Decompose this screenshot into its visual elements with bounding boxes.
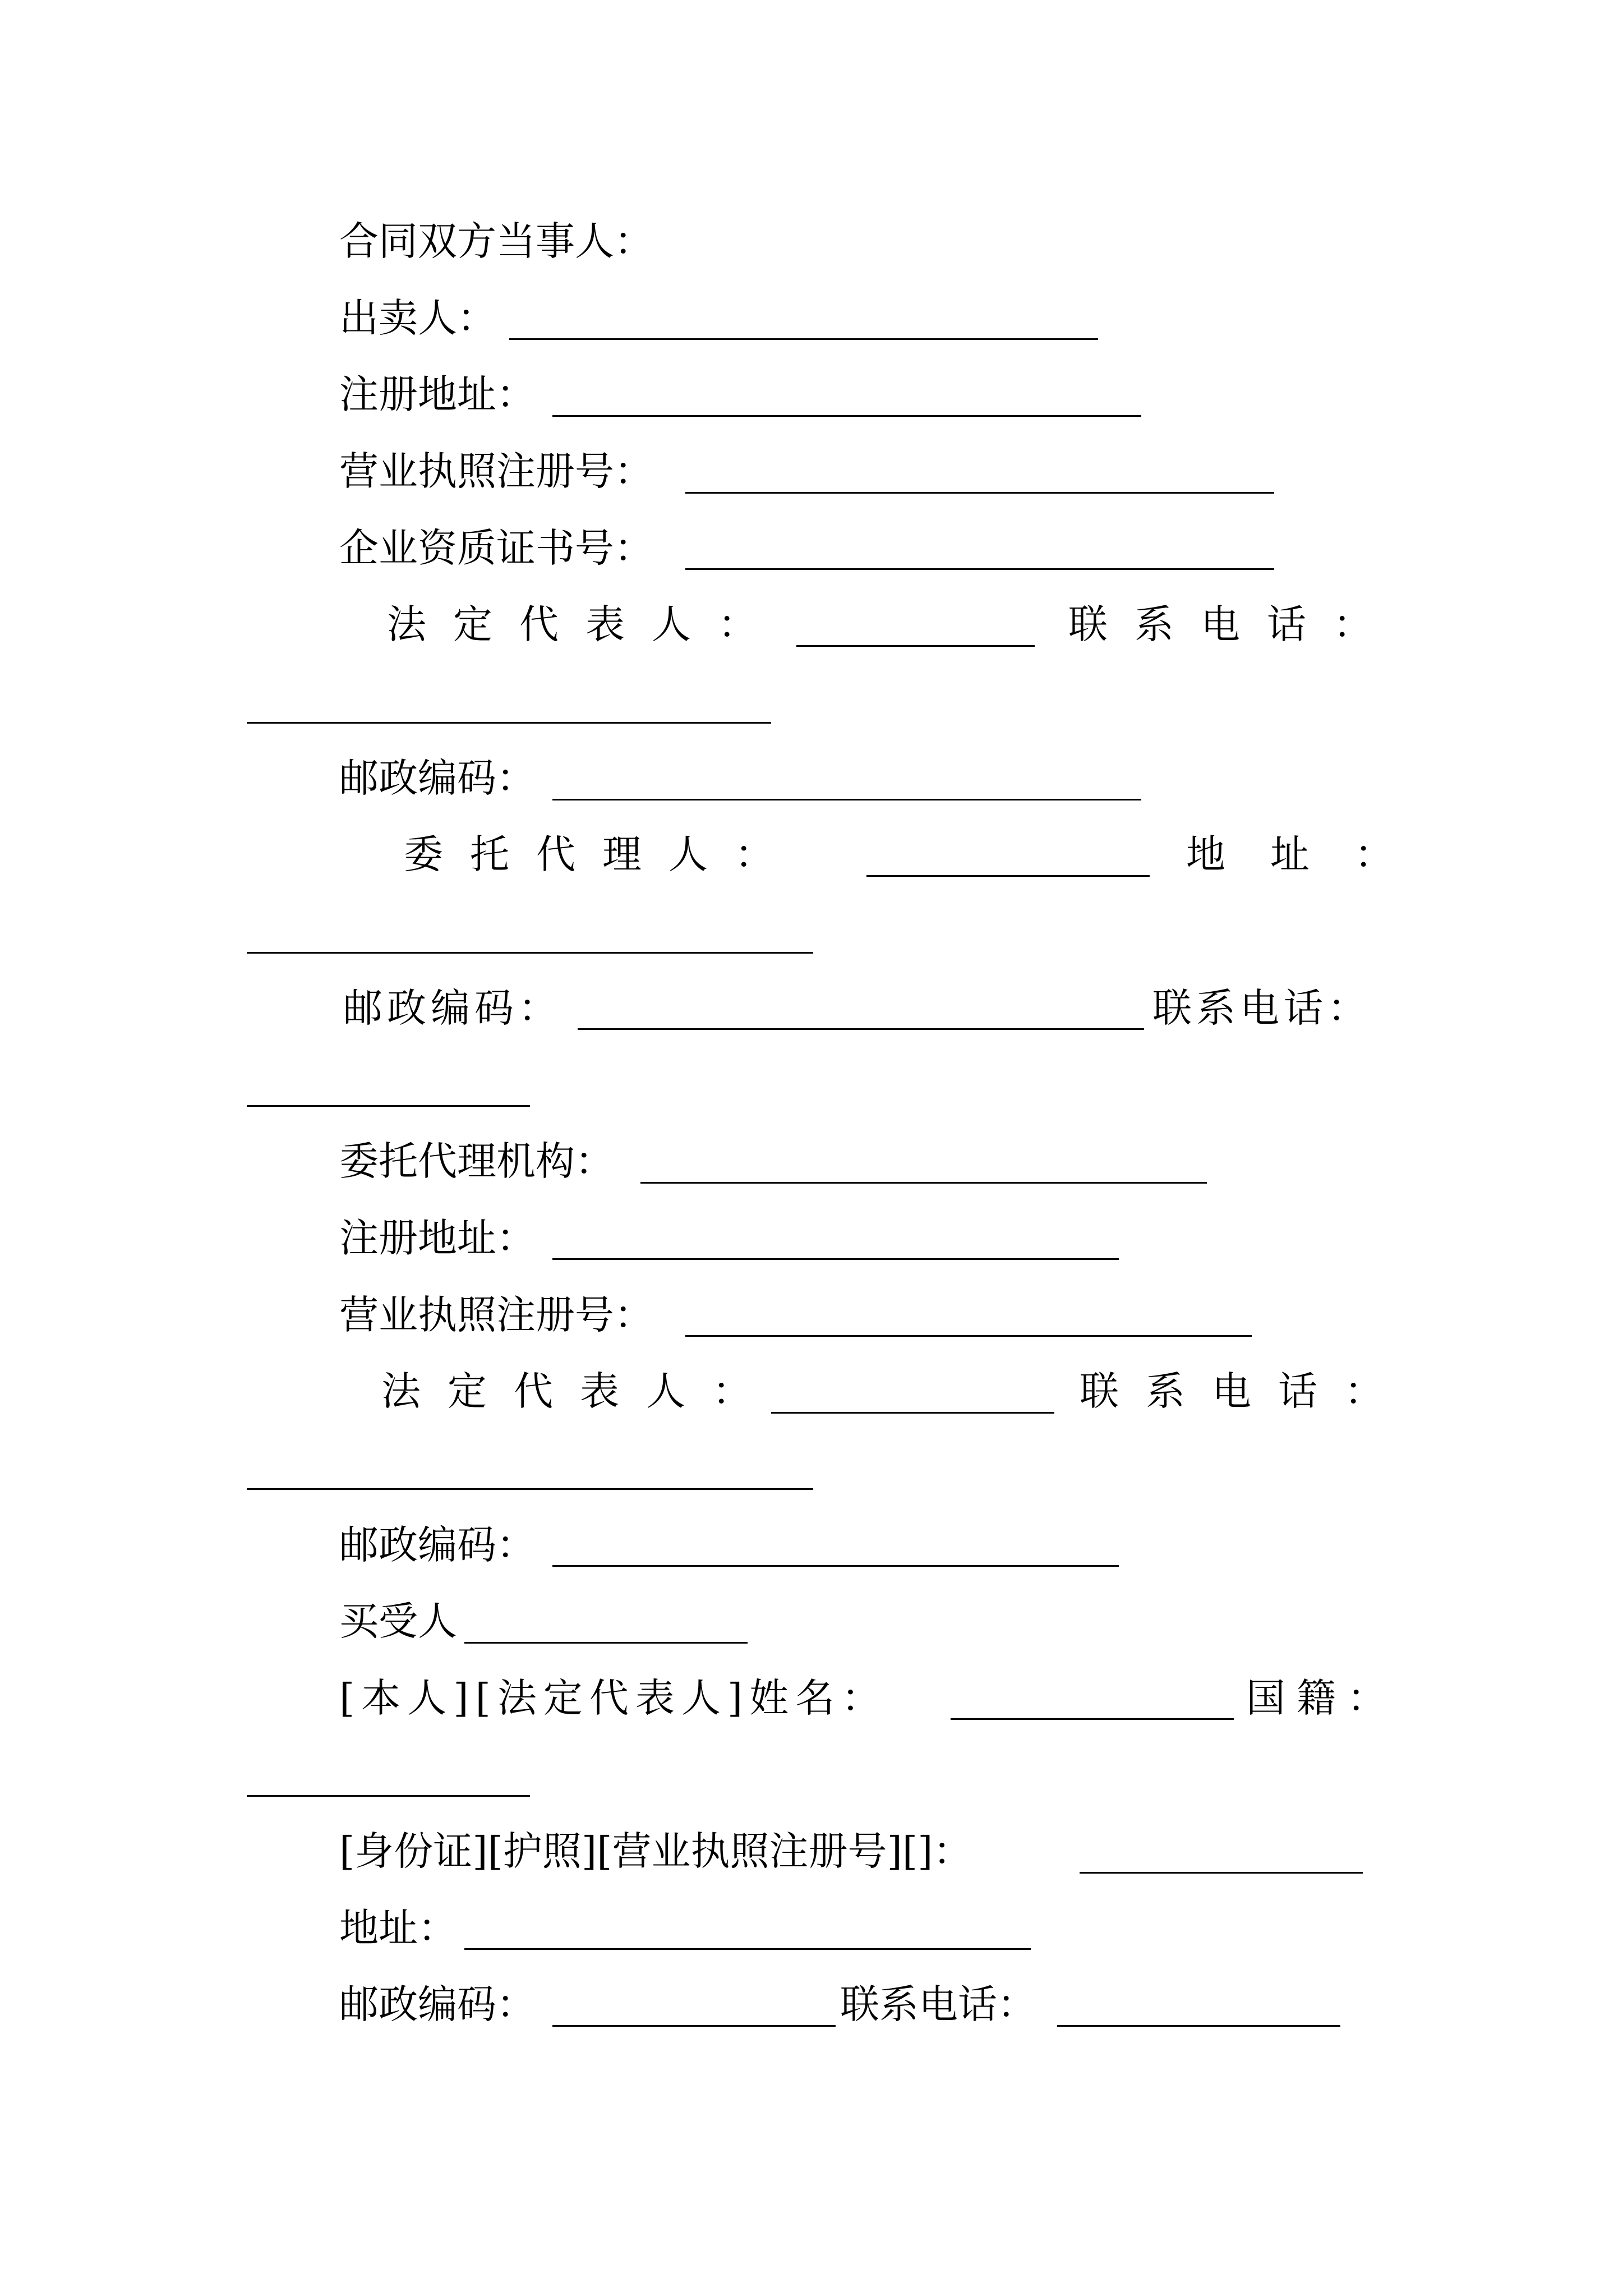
agent-address-field[interactable] [247,952,813,954]
agent-postcode-label: 邮政编码： [343,985,562,1031]
seller-postcode-label: 邮政编码： [339,755,536,801]
seller-qualification-label: 企业资质证书号： [339,525,653,571]
agency-license-field[interactable] [685,1335,1252,1337]
seller-legal-rep-label: 法定代表人： [387,601,784,647]
buyer-address-label: 地址： [339,1905,457,1951]
agency-name-field[interactable] [640,1182,1207,1184]
agency-reg-address-label: 注册地址： [339,1215,536,1261]
agency-phone-field[interactable] [247,1488,813,1490]
seller-name-field[interactable] [509,338,1098,340]
seller-license-label: 营业执照注册号： [339,448,653,494]
buyer-nationality-field[interactable] [247,1795,530,1797]
agency-postcode-label: 邮政编码： [339,1522,536,1568]
buyer-label: 买受人 [339,1598,457,1644]
seller-qualification-field[interactable] [685,568,1274,570]
agent-phone-field[interactable] [247,1105,530,1107]
heading: 合同双方当事人： [339,218,653,264]
agency-reg-address-field[interactable] [552,1258,1119,1260]
seller-license-field[interactable] [685,492,1274,494]
agency-legal-rep-label: 法定代表人： [381,1368,778,1414]
seller-reg-address-field[interactable] [552,415,1141,417]
seller-reg-address-label: 注册地址： [339,371,536,417]
buyer-postcode-label: 邮政编码： [339,1981,536,2027]
seller-phone-field[interactable] [247,722,771,724]
agency-legal-rep-field[interactable] [771,1412,1054,1414]
buyer-phone-label: 联系电话： [840,1981,1036,2027]
agent-name-field[interactable] [866,875,1150,877]
agency-postcode-field[interactable] [552,1565,1119,1567]
buyer-field[interactable] [464,1642,748,1644]
agency-license-label: 营业执照注册号： [339,1292,653,1338]
agent-address-label: 地址： [1186,831,1438,877]
buyer-id-label: [身份证][护照][营业执照注册号][]： [339,1828,972,1874]
agent-postcode-field[interactable] [578,1028,1144,1030]
buyer-postcode-field[interactable] [552,2025,836,2027]
buyer-name-label: [本人][法定代表人]姓名： [339,1675,888,1721]
buyer-nationality-label: 国籍： [1246,1675,1398,1721]
buyer-phone-field[interactable] [1057,2025,1340,2027]
agency-label: 委托代理机构： [339,1138,614,1184]
buyer-name-field[interactable] [951,1718,1234,1720]
agency-phone-label: 联系电话： [1080,1368,1410,1414]
buyer-id-field[interactable] [1080,1872,1363,1874]
seller-label: 出卖人： [339,295,496,341]
buyer-address-field[interactable] [464,1948,1031,1950]
agent-phone-label: 联系电话： [1152,985,1371,1031]
seller-phone-label: 联系电话： [1068,601,1399,647]
seller-postcode-field[interactable] [552,799,1141,800]
seller-legal-rep-field[interactable] [796,645,1035,647]
agent-label: 委托代理人： [404,831,801,877]
